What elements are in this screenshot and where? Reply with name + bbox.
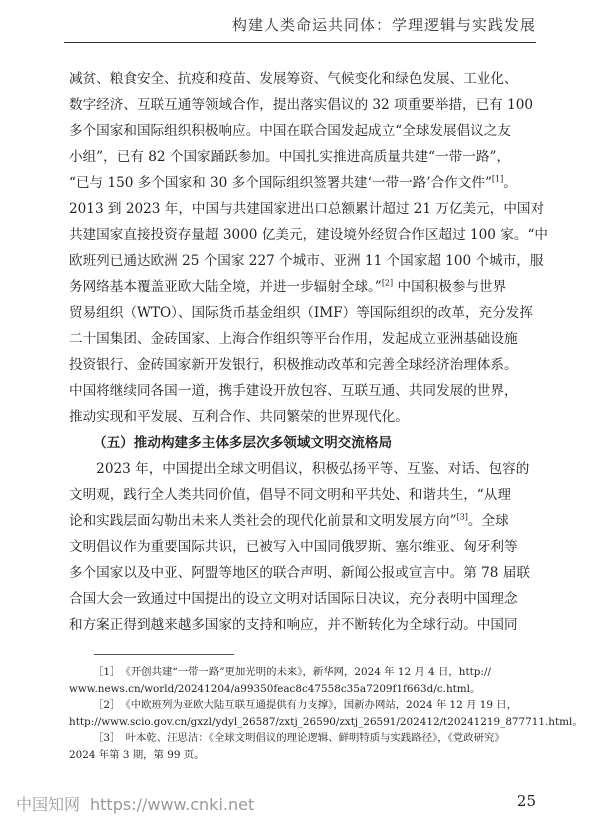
footnote-1: ［1］ 《开创共建“一带一路”更加光明的未来》，新华网，2024 年 12 月 4 日，http:// <box>93 666 491 678</box>
footnote-ref-3[interactable]: [3] <box>456 512 468 522</box>
text-line: 二十国集团、金砖国家、上海合作组织等平台作用，发起成立亚洲基础设施 <box>69 331 518 347</box>
text-line: 多个国家和国际组织积极响应。中国在联合国发起成立“全球发展倡议之友 <box>69 123 511 139</box>
brand-url[interactable]: https://www.cnki.net <box>90 795 255 814</box>
text-line: 小组”，已有 82 个国家踊跃参加。中国扎实推进高质量共建“一带一路”， <box>69 149 511 165</box>
quote-text: 论和实践层面勾勒出未来人类社会的现代化前景和文明发展方向” <box>69 513 457 529</box>
page-number: 25 <box>516 792 536 810</box>
text-line: 2013 到 2023 年，中国与共建国家进出口总额累计超过 21 万亿美元，中国对 <box>69 201 545 217</box>
text-line: 投资银行、金砖国家新开发银行，积极推动改革和完善全球经济治理体系。 <box>69 357 518 373</box>
text-line: 2023 年，中国提出全球文明倡议，积极弘扬平等、互鉴、对话、包容的 <box>69 461 530 477</box>
text-line: 中国将继续同各国一道，携手建设开放包容、互联互通、共同发展的世界， <box>69 383 518 399</box>
text-line: 推动实现和平发展、互利合作、共同繁荣的世界现代化。 <box>69 409 409 425</box>
text-line: 多个国家以及中亚、阿盟等地区的联合声明、新闻公报或宣言中。第 78 届联 <box>69 565 530 581</box>
text-line: 减贫、粮食安全、抗疫和疫苗、发展筹资、气候变化和绿色发展、工业化、 <box>69 71 518 87</box>
footnotes <box>69 664 583 763</box>
text-line <box>69 508 531 534</box>
text-line: 欧班列已通达欧洲 25 个国家 227 个城市、亚洲 11 个国家超 100 个城市，服 <box>69 253 544 269</box>
footnote-2: ［2］ 《中欧班列为亚欧大陆互联互通提供有力支撑》，国新办网站，2024 年 12 月 19 日， <box>93 699 518 711</box>
text-tail: 中国积极参与世界 <box>393 279 507 295</box>
quote-text: “已与 150 多个国家和 30 多个国际组织签署共建‘一带一路’合作文件” <box>69 175 492 191</box>
text-line: 文明倡议作为重要国际共识，已被写入中国同俄罗斯、塞尔维亚、匈牙利等 <box>69 539 518 555</box>
footnote-2-url[interactable]: http://www.scio.gov.cn/gxzl/ydyl_26587/zxtj_26590/zxtj_26591/202412/t20241219_877711.html。 <box>69 715 583 728</box>
footnote-1-url[interactable]: www.news.cn/world/20241204/a99350feac8c47558c35a7209f1f663d/c.html。 <box>69 682 481 695</box>
text-line: 合国大会一致通过中国提出的设立文明对话国际日决议，充分表明中国理念 <box>69 591 518 607</box>
footnote-ref-1[interactable]: [1] <box>491 174 504 184</box>
text-line: 数字经济、互联互通等领域合作，提出落实倡议的 32 项重要举措，已有 100 <box>69 97 534 113</box>
text-line: 共建国家直接投资存量超 3000 亿美元，建设境外经贸合作区超过 100 家。“中 <box>69 227 548 243</box>
footnote-3-cont: 2024 年第 3 期，第 99 页。 <box>69 748 205 761</box>
header-rule <box>64 42 536 43</box>
footnote-ref-2[interactable]: [2] <box>381 278 394 288</box>
brand-name: 中国知网 <box>16 795 81 814</box>
body-text <box>69 66 548 638</box>
running-title: 构建人类命运共同体：学理逻辑与实践发展 <box>231 16 536 34</box>
text-line: 和方案正得到越来越多国家的支持和响应，并不断转化为全球行动。中国同 <box>69 617 518 633</box>
cnki-watermark <box>16 792 254 815</box>
text-tail: 。全球 <box>467 513 509 529</box>
quote-text: 务网络基本覆盖亚欧大陆全境，并进一步辐射全球。” <box>69 279 382 295</box>
text-line <box>69 170 531 196</box>
footnote-3: ［3］ 叶本乾、汪思洁：《全球文明倡议的理论逻辑、鲜明特质与实践路径》，《党政研究》 <box>93 732 505 744</box>
text-line: 贸易组织（WTO）、国际货币基金组织（IMF）等国际组织的改革，充分发挥 <box>69 305 533 321</box>
text-line: 文明观，践行全人类共同价值，倡导不同文明和平共处、和谐共生，“从理 <box>69 487 511 503</box>
section-heading: （五）推动构建多主体多层次多领域文明交流格局 <box>93 435 393 451</box>
footnote-rule <box>94 654 234 655</box>
text-line <box>69 274 531 300</box>
text-tail: 。 <box>503 175 517 191</box>
